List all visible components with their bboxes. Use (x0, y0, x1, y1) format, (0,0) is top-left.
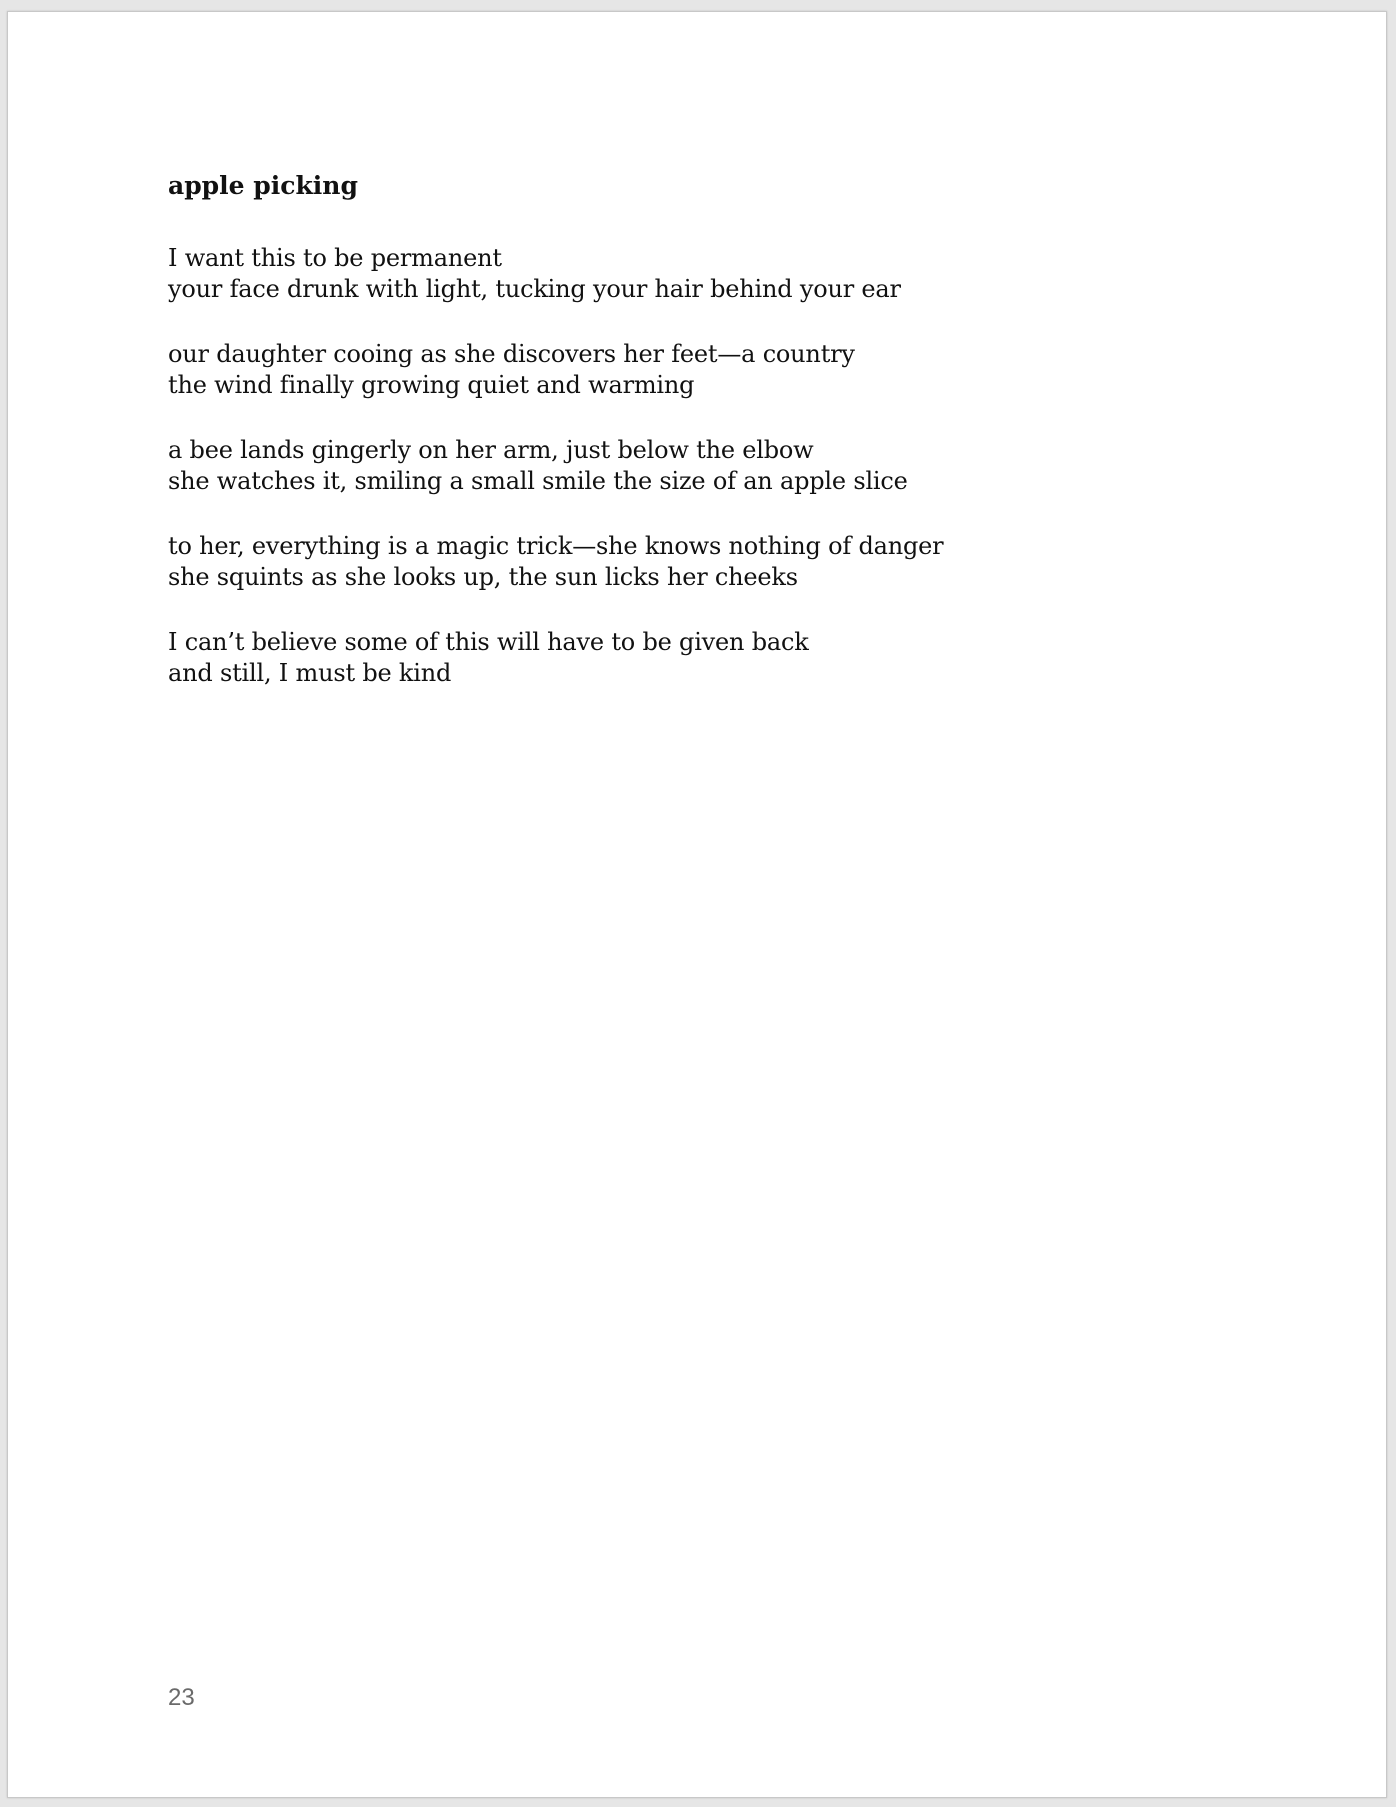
poem-line: I can’t believe some of this will have to be given back (168, 628, 809, 656)
stanza (168, 243, 1268, 305)
poem-line: our daughter cooing as she discovers her feet—a country (168, 340, 855, 368)
stanza (168, 339, 1268, 401)
stanza (168, 531, 1268, 593)
poem-line: she watches it, smiling a small smile the size of an apple slice (168, 467, 908, 495)
document-page (7, 11, 1387, 1798)
poem-body (168, 243, 1268, 723)
poem-line: your face drunk with light, tucking your hair behind your ear (168, 275, 901, 303)
poem-line: a bee lands gingerly on her arm, just below the elbow (168, 436, 814, 464)
poem-line: I want this to be permanent (168, 244, 502, 272)
poem-line: and still, I must be kind (168, 659, 452, 687)
poem-title: apple picking (168, 171, 358, 200)
page-number: 23 (168, 1684, 195, 1711)
poem-line: she squints as she looks up, the sun licks her cheeks (168, 563, 798, 591)
poem-line: the wind finally growing quiet and warming (168, 371, 695, 399)
stanza (168, 627, 1268, 689)
stanza (168, 435, 1268, 497)
poem-line: to her, everything is a magic trick—she knows nothing of danger (168, 532, 944, 560)
